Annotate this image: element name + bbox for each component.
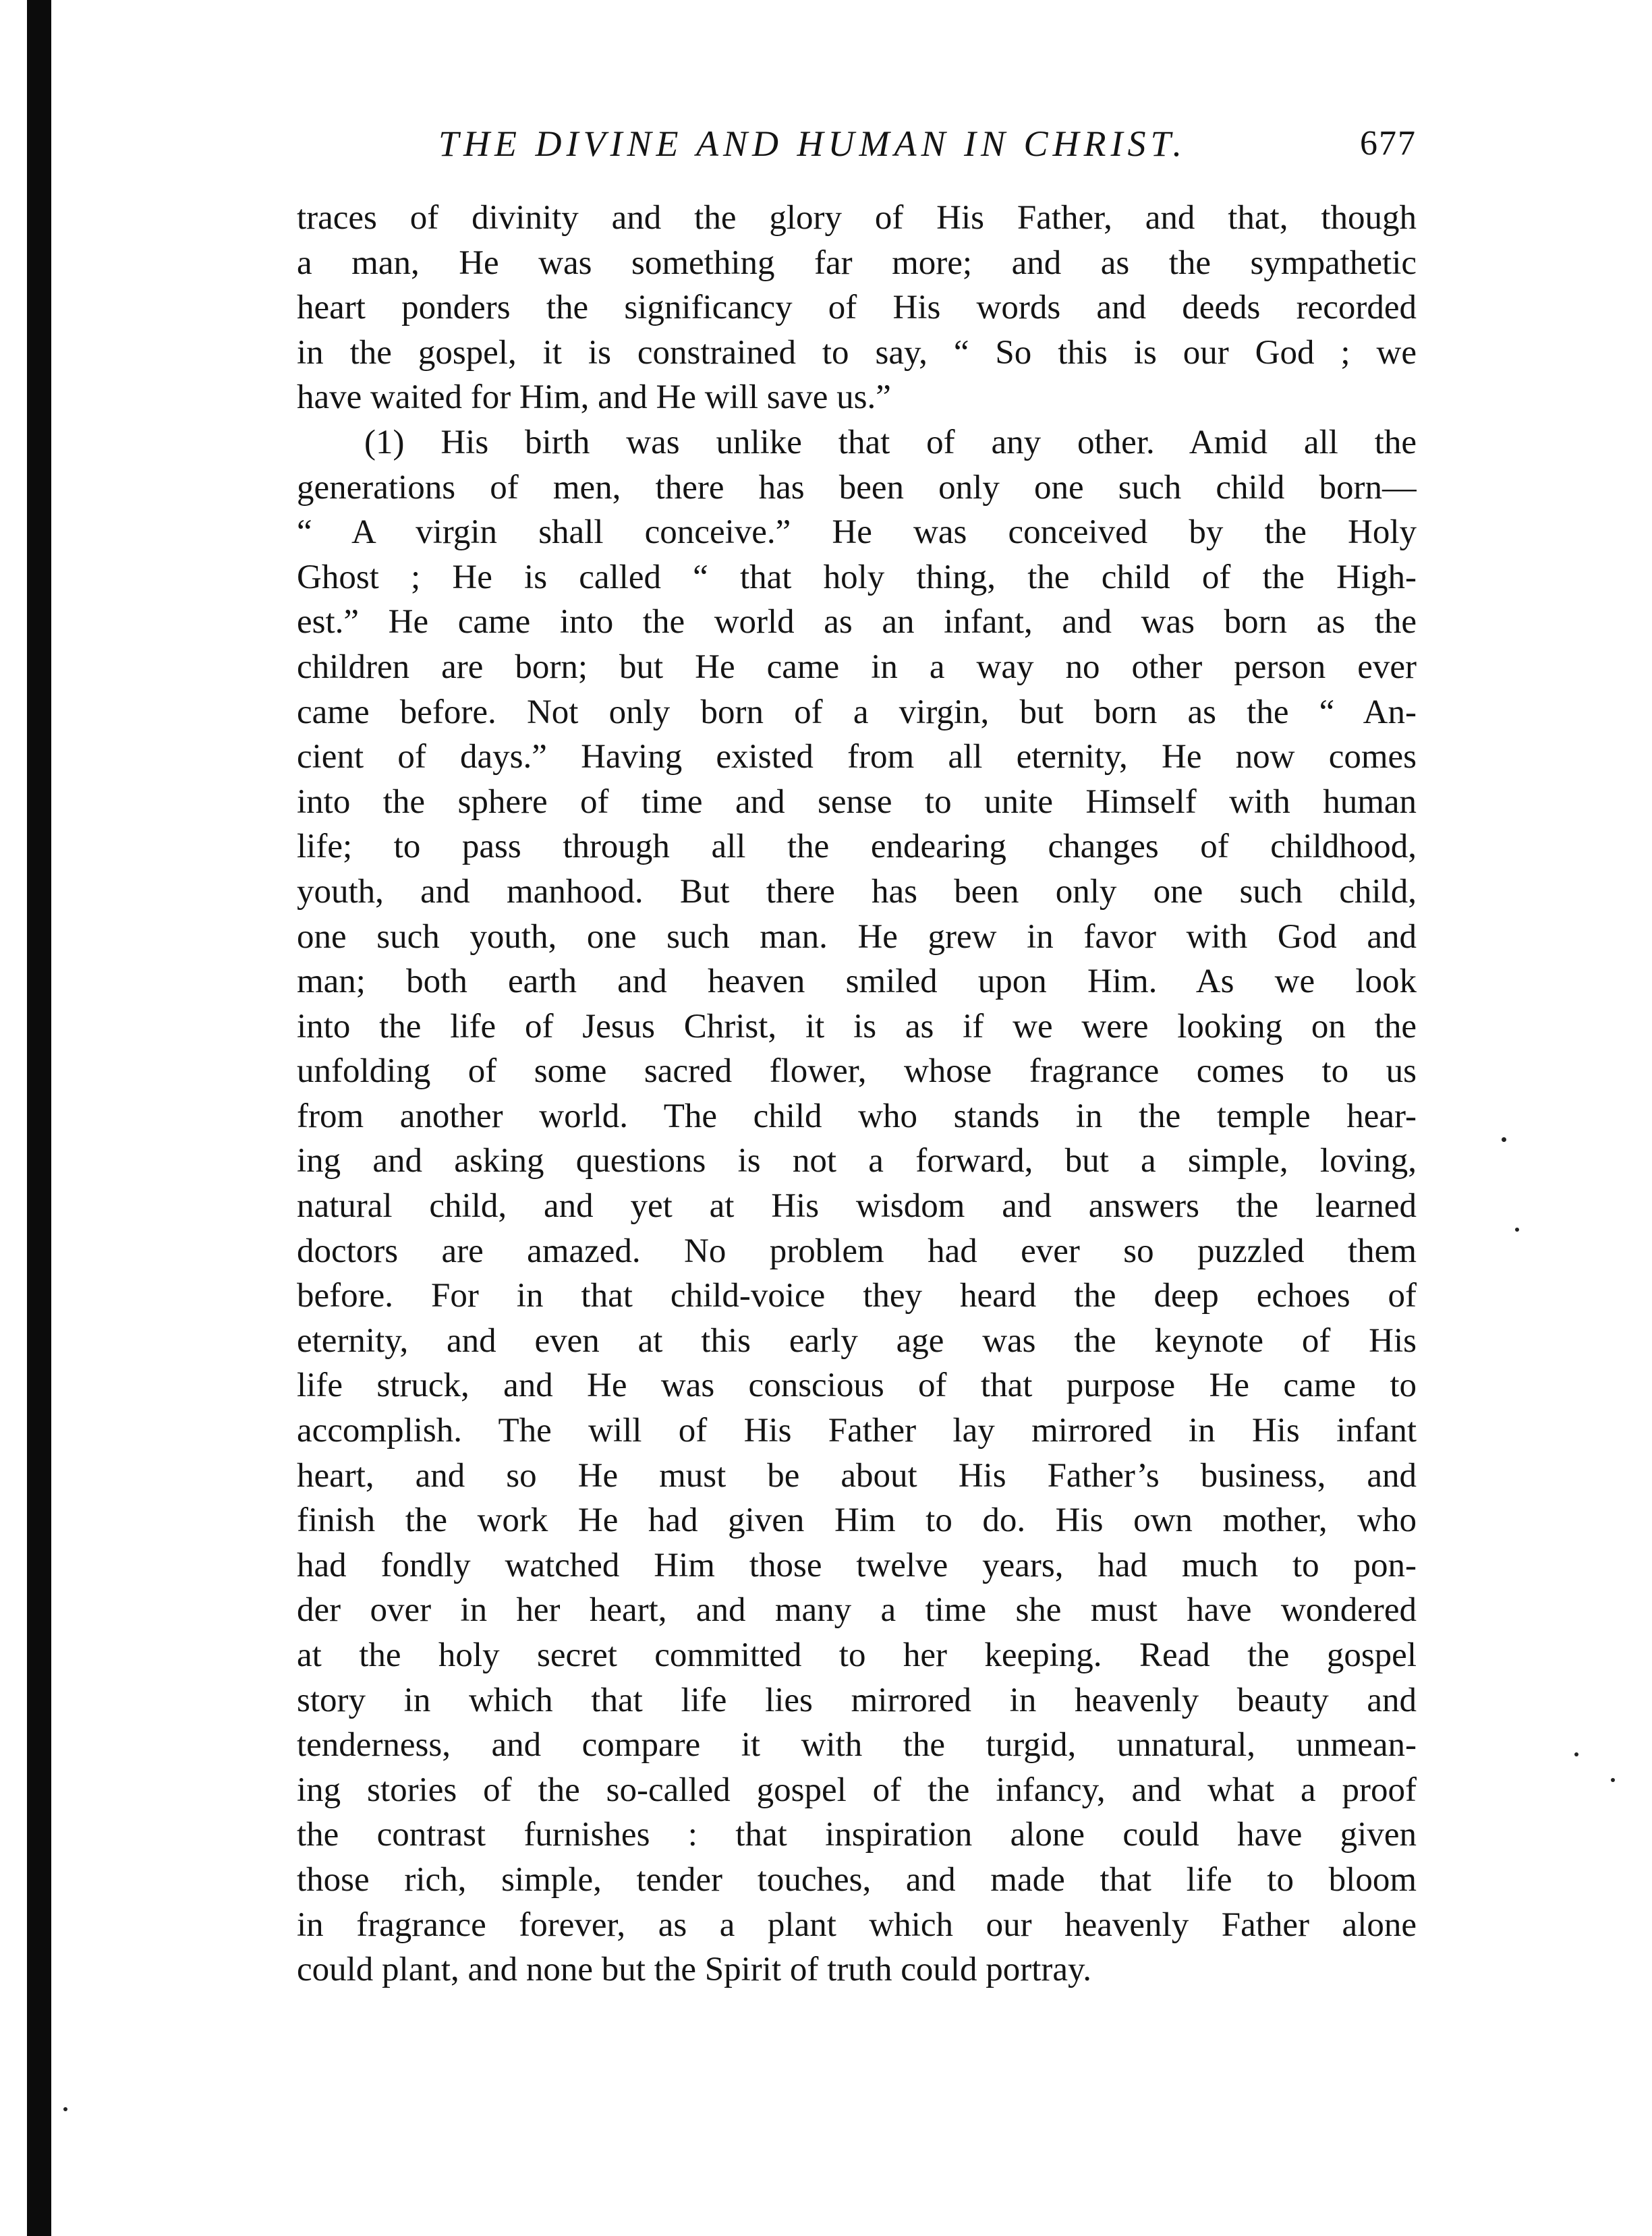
text-line: into the sphere of time and sense to unite Himself with human [297, 782, 1417, 821]
text-line: ing stories of the so-called gospel of the infancy, and what a proof [297, 1771, 1417, 1809]
text-line: came before. Not only born of a virgin, but born as the “ An- [297, 693, 1417, 731]
page-binding-edge-top [38, 0, 50, 155]
text-line: a man, He was something far more; and as the sympathetic [297, 243, 1417, 282]
text-line: traces of divinity and the glory of His Father, and that, though [297, 199, 1417, 237]
text-line: man; both earth and heaven smiled upon Him. As we look [297, 963, 1417, 1001]
text-line: finish the work He had given Him to do. His own mother, who [297, 1501, 1417, 1540]
text-line: children are born; but He came in a way no other person ever [297, 648, 1417, 686]
text-line: heart ponders the significancy of His words and deeds recorded [297, 289, 1417, 327]
text-line: the contrast furnishes : that inspiration alone could have given [297, 1816, 1417, 1854]
text-line: in the gospel, it is constrained to say, “ So this is our God ; we [297, 333, 1417, 372]
text-line: generations of men, there has been only one such child born— [297, 468, 1417, 507]
scan-speck [1502, 1137, 1506, 1142]
scan-speck [1611, 1778, 1615, 1782]
text-line: ing and asking questions is not a forward, but a simple, loving, [297, 1142, 1417, 1180]
text-line: accomplish. The will of His Father lay mirrored in His infant [297, 1412, 1417, 1450]
scan-speck [1574, 1752, 1578, 1756]
text-line: had fondly watched Him those twelve years, had much to pon- [297, 1546, 1417, 1584]
text-line: tenderness, and compare it with the turgid, unnatural, unmean- [297, 1726, 1417, 1765]
text-line: before. For in that child-voice they heard the deep echoes of [297, 1277, 1417, 1315]
text-line: unfolding of some sacred flower, whose fragrance comes to us [297, 1052, 1417, 1091]
page-number: 677 [1360, 124, 1417, 163]
text-line: in fragrance forever, as a plant which our heavenly Father alone [297, 1905, 1417, 1944]
text-line: life struck, and He was conscious of that purpose He came to [297, 1367, 1417, 1405]
paragraph-start-line: (1) His birth was unlike that of any other. Amid all the [364, 423, 1417, 461]
text-line: youth, and manhood. But there has been only one such child, [297, 872, 1417, 911]
paragraph-end-line: have waited for Him, and He will save us.” [297, 378, 891, 417]
scan-speck [63, 2107, 67, 2111]
text-line: der over in her heart, and many a time she must have wondered [297, 1591, 1417, 1630]
text-line: doctors are amazed. No problem had ever so puzzled them [297, 1232, 1417, 1270]
running-title: THE DIVINE AND HUMAN IN CHRIST. [438, 123, 1187, 164]
scan-speck [1515, 1228, 1519, 1232]
text-line: story in which that life lies mirrored in heavenly beauty and [297, 1681, 1417, 1719]
text-line: Ghost ; He is called “ that holy thing, the child of the High- [297, 558, 1417, 596]
text-line: heart, and so He must be about His Father’s business, and [297, 1456, 1417, 1495]
body-text [297, 196, 1417, 1993]
text-line: life; to pass through all the endearing changes of childhood, [297, 828, 1417, 866]
page-header [297, 113, 1417, 174]
text-line: natural child, and yet at His wisdom and answers the learned [297, 1187, 1417, 1226]
text-line: at the holy secret committed to her keeping. Read the gospel [297, 1636, 1417, 1674]
text-line: from another world. The child who stands in the temple hear- [297, 1097, 1417, 1135]
paragraph-end-line: could plant, and none but the Spirit of truth could portray. [297, 1951, 1091, 1989]
text-line: est.” He came into the world as an infant, and was born as the [297, 603, 1417, 641]
text-line: cient of days.” Having existed from all eternity, He now comes [297, 738, 1417, 776]
text-line: those rich, simple, tender touches, and made that life to bloom [297, 1860, 1417, 1899]
text-line: into the life of Jesus Christ, it is as if we were looking on the [297, 1007, 1417, 1045]
text-line: one such youth, one such man. He grew in favor with God and [297, 917, 1417, 956]
text-line: “ A virgin shall conceive.” He was conceived by the Holy [297, 513, 1417, 552]
text-line: eternity, and even at this early age was the keynote of His [297, 1321, 1417, 1360]
page-binding-edge [27, 0, 51, 2236]
